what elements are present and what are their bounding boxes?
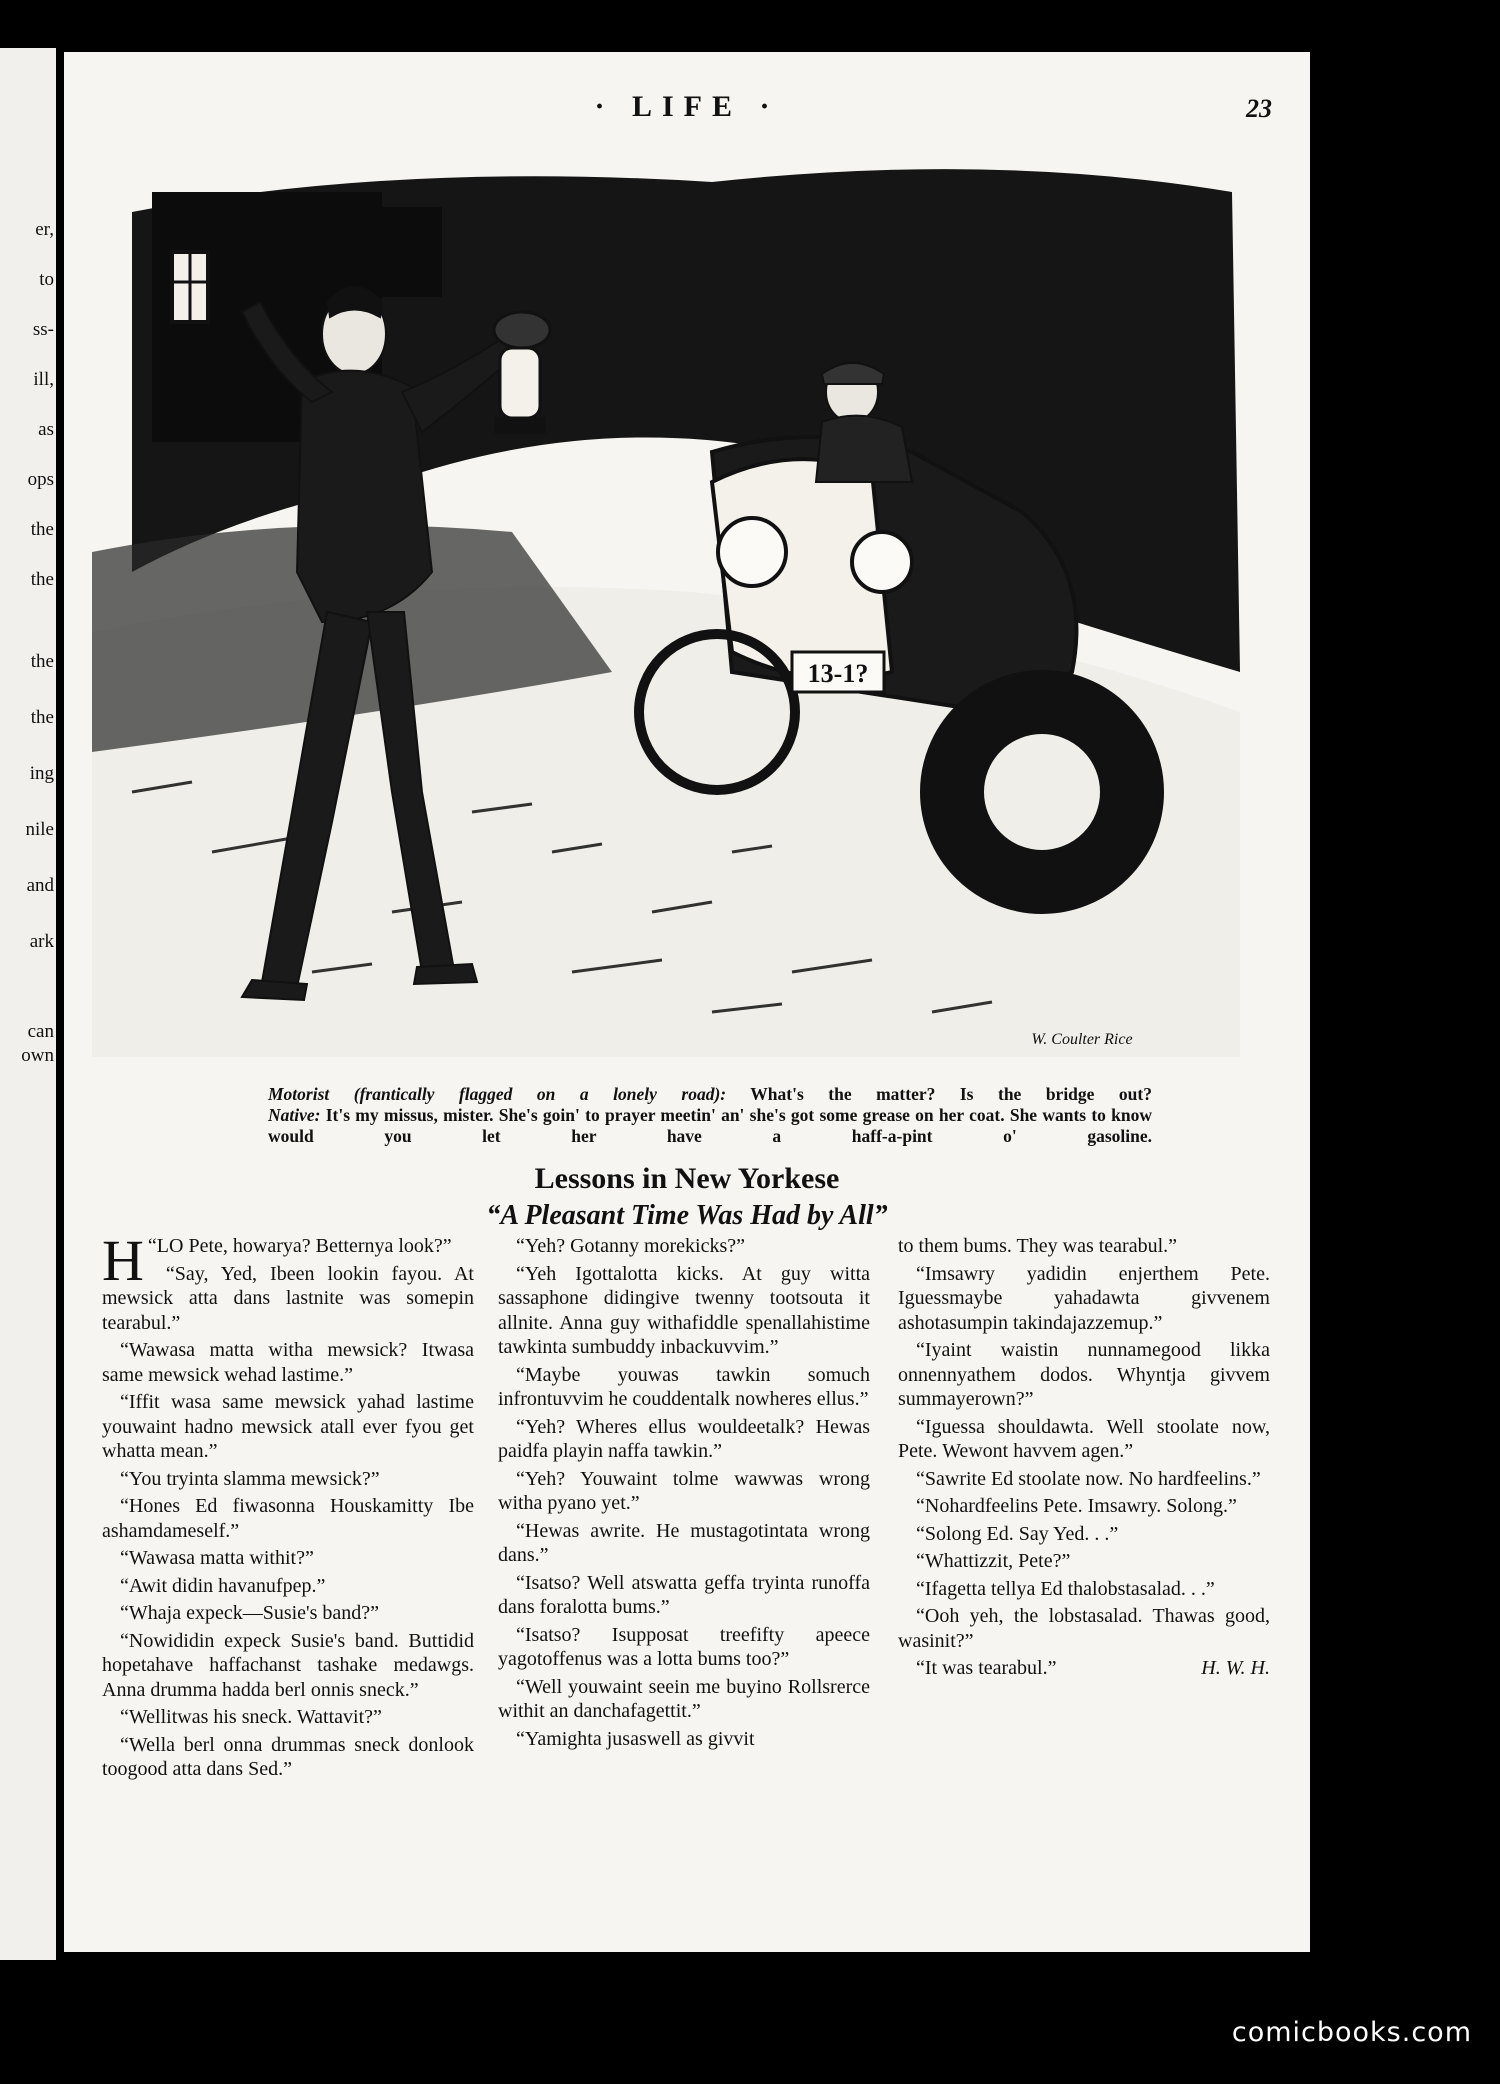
gutter-fragment: ss- bbox=[32, 319, 54, 340]
article-paragraph: to them bums. They was tearabul.” bbox=[898, 1235, 1178, 1257]
article-paragraph: “Whattizzit, Pete?” bbox=[916, 1550, 1071, 1572]
gutter-fragment: and bbox=[26, 875, 54, 896]
gutter-fragment: own bbox=[21, 1045, 54, 1066]
article-paragraph: “Hones Ed fiwasonna Houskamitty Ibe ashamdameself.” bbox=[102, 1495, 474, 1542]
article-title: Lessons in New Yorkese bbox=[534, 1162, 840, 1195]
article-paragraph: “Ifagetta tellya Ed thalobstasalad. . .” bbox=[916, 1577, 1215, 1600]
gutter-fragment: as bbox=[38, 419, 54, 440]
article-paragraph: “Maybe youwas tawkin somuch infrontuvvim he couddentalk nowheres ellus.” bbox=[498, 1363, 870, 1410]
open-quote: “ bbox=[147, 1235, 157, 1257]
article-paragraph: “Isatso? Well atswatta geffa tryinta runoffa dans foralotta bums.” bbox=[498, 1571, 870, 1618]
article-paragraph bbox=[102, 1228, 474, 1293]
article-paragraph: “Say, Yed, Ibeen lookin fayou. At mewsick atta dans lastnite was somepin tearabul.” bbox=[102, 1262, 474, 1334]
article-paragraph: “Sawrite Ed stoolate now. No hardfeelins.” bbox=[916, 1467, 1261, 1490]
magazine-page bbox=[64, 52, 1310, 1952]
article-paragraph: “Nowididin expeck Susie's band. Buttidid hopetahave haffachanst tashake medawgs. Anna drumma hadda berl onnis sneck.” bbox=[102, 1629, 474, 1701]
gutter-fragment: ops bbox=[27, 469, 54, 490]
gutter-fragment: ing bbox=[29, 763, 54, 784]
article-paragraph: “You tryinta slamma mewsick?” bbox=[120, 1467, 380, 1490]
article-paragraph: “Solong Ed. Say Yed. . .” bbox=[916, 1522, 1119, 1545]
page-number: 23 bbox=[1246, 94, 1272, 123]
article-paragraph bbox=[898, 1656, 1270, 1681]
article-column-2 bbox=[498, 1234, 870, 1754]
author-initials: H. W. H. bbox=[1201, 1657, 1270, 1679]
article-paragraph: “Yeh Igottalotta kicks. At guy witta sassaphone didingive twenny tootsouta it allnite. Anna guy withafiddle spenallahistime tawkinta sumbuddy inbackuvvim.” bbox=[498, 1262, 870, 1358]
license-plate: 13-1? bbox=[807, 659, 869, 688]
article-paragraph: “Hewas awrite. He mustagotintata wrong dans.” bbox=[498, 1519, 870, 1566]
article-paragraph: “Nohardfeelins Pete. Imsawry. Solong.” bbox=[916, 1495, 1237, 1517]
caption-speaker-native: Native: bbox=[268, 1105, 321, 1125]
article-paragraph: “Yeh? Gotanny morekicks?” bbox=[516, 1235, 746, 1257]
gutter-fragment: to bbox=[39, 269, 54, 290]
gutter-fragment: ark bbox=[29, 931, 54, 952]
gutter-fragment: the bbox=[30, 569, 54, 590]
article-paragraph: “Isatso? Isupposat treefifty apeece yagotoffenus was a lotta bums too?” bbox=[498, 1623, 870, 1670]
cartoon-caption bbox=[268, 1084, 1152, 1147]
paragraph-text: “It was tearabul.” bbox=[916, 1657, 1057, 1679]
running-head: · LIFE · bbox=[594, 90, 780, 123]
article-paragraph: “Well youwaint seein me buyino Rollsrerce withit an danchafagettit.” bbox=[498, 1675, 870, 1722]
article-paragraph: “Yeh? Wheres ellus wouldeetalk? Hewas paidfa playin naffa tawkin.” bbox=[498, 1415, 870, 1462]
article-paragraph: “Yamighta jusaswell as givvit bbox=[516, 1727, 755, 1750]
article-paragraph: “Yeh? Youwaint tolme wawwas wrong witha pyano yet.” bbox=[498, 1467, 870, 1514]
drop-cap: H bbox=[102, 1228, 144, 1293]
artist-signature: W. Coulter Rice bbox=[1031, 1031, 1133, 1048]
article-paragraph: “Iguessa shouldawta. Well stoolate now, Pete. Wewont havvem agen.” bbox=[898, 1415, 1270, 1462]
article-column-1 bbox=[102, 1228, 474, 1785]
gutter-fragment: nile bbox=[25, 819, 54, 840]
article-paragraph: “Wawasa matta withit?” bbox=[120, 1547, 314, 1569]
article-paragraph: “Wella berl onna drummas sneck donlook toogood atta dans Sed.” bbox=[102, 1733, 474, 1780]
article-paragraph: “Wawasa matta witha mewsick? Itwasa same mewsick wehad lastime.” bbox=[102, 1339, 474, 1386]
article-column-3 bbox=[898, 1234, 1270, 1684]
article-paragraph: “Ooh yeh, the lobstasalad. Thawas good, wasinit?” bbox=[898, 1605, 1270, 1652]
paragraph-text: LO Pete, howarya? Betternya look?” bbox=[156, 1235, 452, 1257]
cartoon-illustration bbox=[92, 152, 1240, 1057]
gutter-fragment: the bbox=[30, 707, 54, 728]
caption-line-motorist: What's the matter? Is the bridge out? bbox=[750, 1084, 1152, 1104]
caption-line-native: It's my missus, mister. She's goin' to prayer meetin' an' she's got some grease on her coat. She wants to know would you let her have a haff-a-pint o' gasoline. bbox=[268, 1105, 1153, 1146]
site-watermark: comicbooks.com bbox=[1231, 2017, 1472, 2048]
article-subtitle: “A Pleasant Time Was Had by All” bbox=[486, 1200, 888, 1231]
article-paragraph: “Wellitwas his sneck. Wattavit?” bbox=[120, 1706, 382, 1728]
gutter-fragment: the bbox=[30, 519, 54, 540]
article-paragraph: “Whaja expeck—Susie's band?” bbox=[120, 1602, 380, 1624]
article-paragraph: “Imsawry yadidin enjerthem Pete. Iguessmaybe yahadawta givvenem ashotasumpin takindajazzemup.” bbox=[898, 1262, 1270, 1334]
article-paragraph: “Awit didin havanufpep.” bbox=[120, 1574, 326, 1597]
gutter-fragment: ill, bbox=[33, 369, 54, 390]
article-paragraph: “Iyaint waistin nunnamegood likka onnennyathem dodos. Whyntja givvem summayerown?” bbox=[898, 1339, 1270, 1410]
article-paragraph: “Iffit wasa same mewsick yahad lastime youwaint hadno mewsick atall ever fyou get whatta mean.” bbox=[102, 1391, 474, 1462]
gutter-fragment: can bbox=[27, 1021, 54, 1042]
gutter-fragment: the bbox=[30, 651, 54, 672]
gutter-fragment: er, bbox=[35, 219, 54, 240]
caption-speaker-motorist: Motorist (frantically flagged on a lonely road): bbox=[268, 1084, 727, 1104]
